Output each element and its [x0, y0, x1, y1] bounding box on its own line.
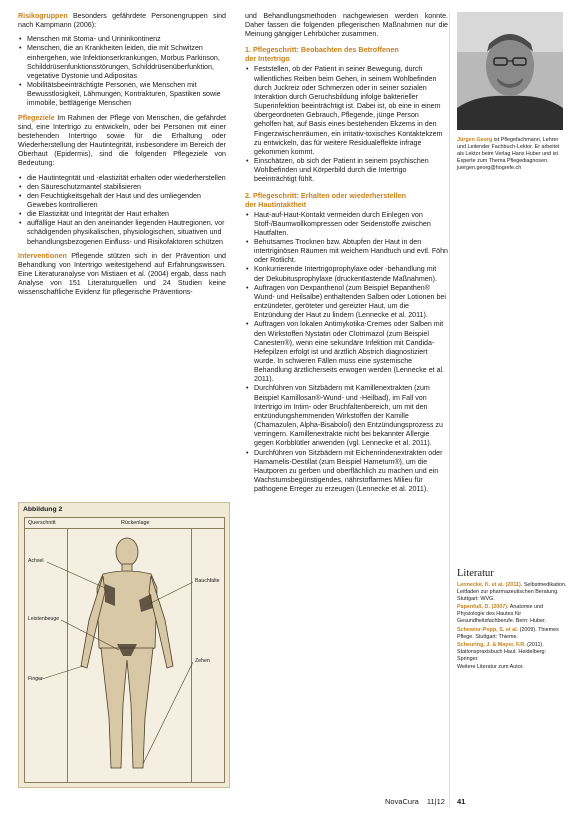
- literature-author: Papenfuß, D. (2007).: [457, 604, 509, 611]
- figure-header-left: Querschnitt: [28, 520, 56, 526]
- author-bio: ist Pflegefachmann, Lehrer und Leitender Fachbuch-Lektor. Er arbeitet als Lektor beim Verlag Hans Huber und ist Experte zum Thema Pflegediagnosen.: [457, 137, 560, 165]
- list-item: • Behutsames Trocknen bzw. Abtupfen der Haut in den intertriginösen Räumen mit weichem Handtuch und evtl. Föhn oder Rotlicht.: [245, 238, 448, 265]
- literature-list: [457, 582, 569, 672]
- heading-line: 1. Pflegeschritt: Beobachten des Betroffenen: [245, 45, 399, 55]
- list-item: • Einschätzen, ob sich der Patient in seinem psychischen Wohlbefinden und Körperbild durch die Intertrigo beeinträchtigt fühlt.: [245, 157, 448, 184]
- paragraph-text: Besonders gefährdete Personengruppen sind nach Kampmann (2006):: [18, 12, 226, 30]
- list-item: • Haut-auf-Haut-Kontakt vermeiden durch Einlegen von Stoff-/Baumwollkompressen oder Seidenstoffe zwischen Hautfalten.: [245, 211, 448, 238]
- figure-label: Zehen: [195, 658, 210, 664]
- keyword-risk-groups: Risikogruppen: [18, 12, 68, 20]
- heading-line: 2. Pflegeschritt: Erhalten oder wiederherstellen: [245, 190, 406, 200]
- author-photo: [457, 12, 563, 130]
- list-item: • Menschen, die an Krankheiten leiden, die mit Schwitzen einhergehen, wie Infektionserkrankungen, Morbus Parkinson, Schilddrüsenfunktionsstörungen, Schilddrüsenüberfunktion, vegetative Dystonie und Adipositas: [18, 44, 226, 81]
- care-goal-list: [18, 174, 226, 247]
- author-email[interactable]: juergen.georg@hogrefe.ch: [457, 165, 522, 172]
- list-item: • Feststellen, ob der Patient in seiner Bewegung, durch willentliches Reiben beim Gehen, in seinem Wohlbefinden durch Juckreiz oder Schmerzen oder in seiner sozialen Interaktion durch Geruchsbildung infolge bakterieller Superinfektion beeinträchtigt ist. Dabei ist, ob eine in einem übergeordneten Gebrauch, Pflegende, jünge Person geholfen hat, auf Basis eines bestehenden Ekzems in den Fingerzwischenräumen, ein irritativ-toxisches Kontaktekzem zu entwickeln, das für weitere Residualeffekte infrage gekommen kommt.: [245, 65, 448, 157]
- page-number: 41: [457, 797, 466, 806]
- literature-entry: [457, 627, 569, 641]
- list-item: • auffällige Haut an den aneinander liegenden Hautregionen, vor schädigenden physikalischen, physiologischen, situativen und behandlungsbezogenen Einfluss- und Risikofaktoren schützen: [18, 219, 226, 246]
- journal-name: NovaCura: [385, 797, 419, 806]
- literature-author: Lennecke, K. et al. (2011).: [457, 582, 523, 588]
- literature-heading: Literatur: [457, 568, 494, 579]
- list-item: • Durchführen von Sitzbädern mit Kamillenextrakten (zum Beispiel Kamillosan®-Wund- und -Heilbad), im Fall von Intertrigo im Intim- oder Bruchfaltenbereich, um mit den entzündungshemmenden Wirkstoffen der Kamille (Chamazulen, Alpha-Bisabolol) den Entzündungsprozess zu verringern. Kamillenextrakte nicht bei bekannter Allergie gegen Korbblütler anwenden (vgl. Lennecke et al. 2011).: [245, 384, 448, 448]
- list-item: • Auftragen von lokalen Antimykotika-Cremes oder Salben mit den Wirkstoffen Nystatin oder Clotrimazol (zum Beispiel Canesten®), wenn eine sekundäre Infektion mit Candida-Hefepilzen erfolgt ist und ärztlich Abstrich diagnostiziert wurde. In schweren Fällen muss eine systemische Behandlung ärztlicherseits erwogen werden (Lennecke et al. 2011).: [245, 320, 448, 384]
- body-illustration: [25, 528, 224, 782]
- figure-label: Bauchfalte: [195, 578, 220, 584]
- paragraph-text: Im Rahmen der Pflege von Menschen, die gefährdet sind, eine Intertrigo zu entwickeln, oder bei Personen mit einer bestehenden Intertrigo sowie für die Erhaltung oder Wiederherstellung der Hautintegrität, insbesondere im Bereich der Oberhaut (Epidermis), sind die folgenden Pflegeziele von Bedeutung:: [18, 113, 226, 168]
- literature-text: Selbstmedikation. Leitfaden zur pharmazeutischen Beratung. Stuttgart: WVG.: [457, 582, 567, 603]
- figure-title: Abbildung 2: [23, 506, 63, 513]
- section-heading-1: [245, 45, 448, 63]
- risk-group-list: [18, 35, 226, 108]
- paragraph-interventions: [18, 252, 226, 298]
- literature-text: (2011). Stationspraxisbuch Haut. Heidelberg: Springer.: [457, 641, 546, 662]
- literature-author: Scheuring, J. & Mayer, F.R.: [457, 641, 526, 648]
- literature-entry: [457, 642, 569, 663]
- figure-body-regions: [18, 502, 230, 788]
- literature-text: Weitere Literatur zum Autor.: [457, 664, 524, 671]
- journal-issue: 11|12: [426, 797, 445, 806]
- list-item: • die Hautintegrität und -elastizität erhalten oder wiederherstellen: [18, 174, 226, 183]
- list-item: • Mobilitätsbeeinträchtigte Personen, wie Menschen mit Bewusstlosigkeit, Lähmungen, Kontrakturen, Spastiken sowie immobile, bettlägerige Menschen: [18, 81, 226, 108]
- list-item: • Konkurrierende Intertrigoprophylaxe oder -behandlung mit der Dekubitusprophylaxe (druckentlastende Maßnahmen).: [245, 265, 448, 283]
- list-item: • den Feuchtigkeitsgehalt der Haut und des umliegenden Gewebes kontrollieren: [18, 192, 226, 210]
- column-rule: [449, 12, 450, 807]
- list-item: • Auftragen von Dexpanthenol (zum Beispiel Bepanthen® Wund- und Heilsalbe) enthaltenden Salben oder Lotionen bei entzündeter, geröteter und gereizter Haut, um die Entzündung der Haut zu lindern (Lennecke et al. 2011).: [245, 284, 448, 321]
- keyword-care-goals: Pflegeziele: [18, 113, 55, 122]
- literature-author: Schewior-Popp, S. et al.: [457, 626, 519, 633]
- paragraph-care-goals: [18, 114, 226, 169]
- literature-text: Anatomie und Physiologie des Hautes für Gesundheitsfachberufe. Bern: Huber.: [457, 604, 547, 625]
- literature-entry: [457, 604, 569, 625]
- section-heading-2: [245, 191, 448, 209]
- list-item: • den Säureschutzmantel stabilisieren: [18, 183, 226, 192]
- literature-entry: [457, 664, 569, 671]
- paragraph-risk-groups: [18, 12, 226, 30]
- literature-entry: [457, 582, 569, 603]
- figure-label: Leistenbeuge: [28, 616, 60, 622]
- heading-line: der Hautintaktheit: [245, 199, 307, 209]
- footer-journal: [385, 797, 445, 806]
- figure-label: Achsel: [28, 558, 44, 564]
- list-item: • Menschen mit Stoma- und Urininkontinenz: [18, 35, 226, 44]
- column-middle: [245, 12, 448, 499]
- column-left: [18, 12, 226, 303]
- author-name: Jürgen Georg: [457, 137, 493, 143]
- keyword-interventions: Interventionen: [18, 251, 67, 260]
- figure-label: Finger: [28, 676, 43, 682]
- list-item: • Durchführen von Sitzbädern mit Eichenrindenextrakten oder Hamamelis-Destillat (zum Beispiel Hametum®), um die Hautporen zu gerben und oberflächlich zu machen und ein Wachstumsbegünstigendes, nährstoffarmes Milieu für pathogene Erreger zu erzeugen (Lennecke et al. 2011).: [245, 449, 448, 495]
- figure-panel: [24, 517, 225, 783]
- heading-line: der Intertrigo: [245, 54, 290, 64]
- step1-list: [245, 65, 448, 184]
- author-caption: [457, 137, 567, 172]
- figure-header-mid: Rückenlage: [121, 520, 150, 526]
- paragraph-text: Pflegende stützen sich in der Prävention und Behandlung von Intertrigo weitestgehend auf Erfahrungswissen. Eine Literaturanalyse von Mistiaen et al. (2004) ergab, dass nach Analyse von 151 Literaturquellen und 24 Studien keine wissenschaftliche Evidenz für pflegerische Präventions-: [18, 251, 226, 297]
- step2-list: [245, 211, 448, 495]
- literature-text: (2009). Thiemes Pflege. Stuttgart: Thieme.: [457, 626, 559, 640]
- list-item: • die Elastizität und Integrität der Haut erhalten: [18, 210, 226, 219]
- paragraph-continuation: und Behandlungsmethoden nachgewiesen werden konnte. Daher fassen die folgenden pflegerischen Maßnahmen nur die Meinung gängiger Lehrbücher zusammen.: [245, 12, 448, 39]
